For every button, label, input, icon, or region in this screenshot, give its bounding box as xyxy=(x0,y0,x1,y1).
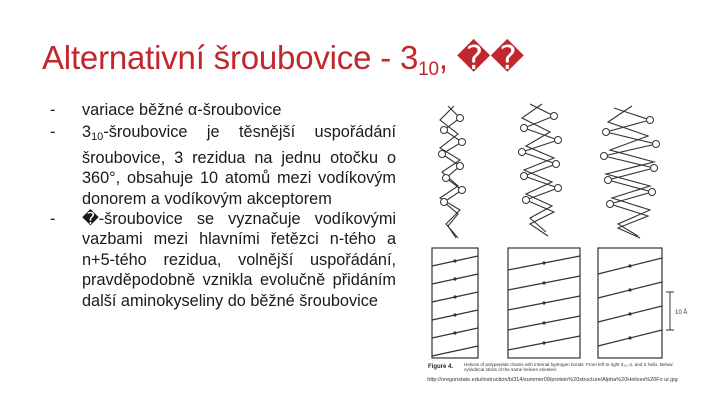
bullet-dash: - xyxy=(50,123,56,142)
source-link[interactable]: http://oregonstate.edu/instruction/bi314/summer09/protein%20structure/Alpha%20Helices%20Fo ur.jpg xyxy=(427,377,678,383)
bullet-item xyxy=(50,100,396,120)
title-tail: , �� xyxy=(438,39,525,76)
bullet-item xyxy=(50,209,396,311)
bullet-text: -šroubovice je těsnější uspořádání šroubovice, 3 rezidua na jednu otočku o 360°, obsahuje 10 atomů mezi vodíkovým donorem a vodíkovým akceptorem xyxy=(82,123,396,208)
bullet-text: variace běžné α-šroubovice xyxy=(82,101,282,119)
title-subscript: 10 xyxy=(418,59,439,80)
bullet-dash: - xyxy=(50,101,56,119)
bullet-dash: - xyxy=(50,210,56,229)
title-main: Alternativní šroubovice - 3 xyxy=(42,39,419,76)
scale-label: 10 Å xyxy=(675,310,688,316)
slide-title xyxy=(42,38,524,81)
figure-caption-heading: Figure 4. xyxy=(428,364,454,370)
figure-caption-text: Helices of polypeptide chains with internal hydrogen bonds. From left to right 3₁₀, α, and π helix. Below: cylindrical sticks of the same helices oriented. xyxy=(464,362,674,373)
bullet-list xyxy=(50,100,396,311)
bullet-text: �-šroubovice se vyznačuje vodíkovými vazbami mezi hlavními řetězci n-tého a n+5-tého rezidua, volnější uspořádání, pravděpodobně vznikla evolučně přidáním další aminokyseliny do běžné šroubovice xyxy=(82,210,396,310)
bullet-item xyxy=(50,122,396,209)
bullet-lead: 3 xyxy=(82,123,92,142)
bullet-subscript: 10 xyxy=(91,131,104,144)
helix-figure xyxy=(418,98,688,382)
